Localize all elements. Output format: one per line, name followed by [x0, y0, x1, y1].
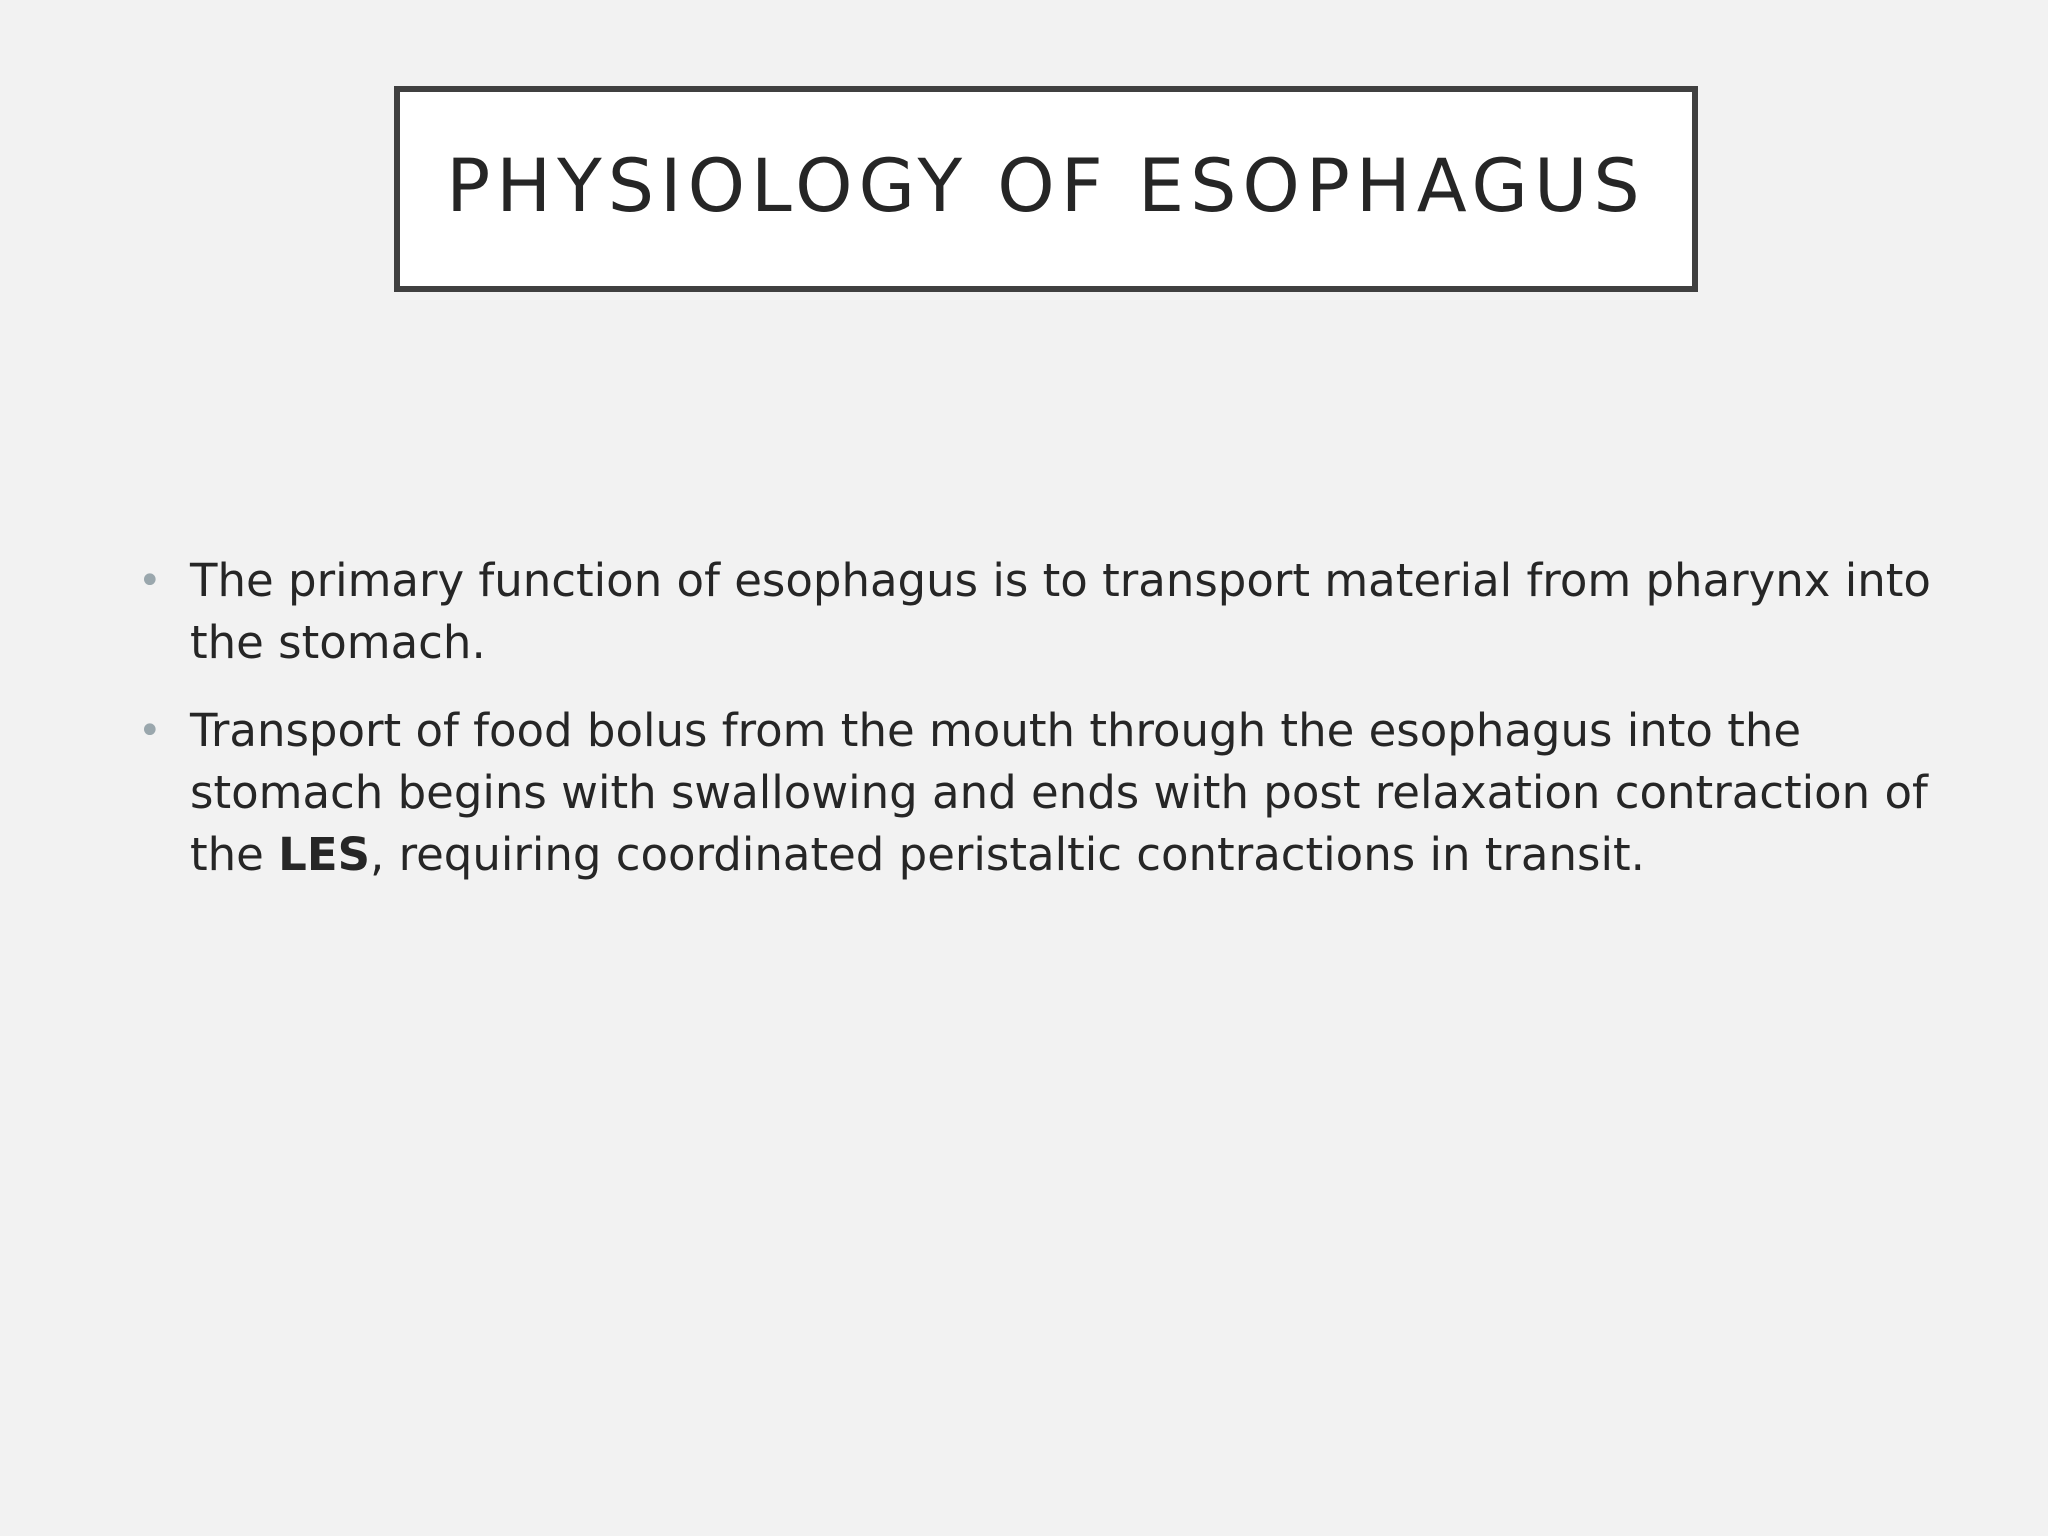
bullet-text-before: Transport of food bolus from the mouth through the esophagus into the stomach begins with swallowing and ends with post relaxation contraction of the: [190, 704, 1928, 881]
bullet-item: [134, 550, 1934, 674]
bullet-text-after: , requiring coordinated peristaltic contractions in transit.: [369, 828, 1645, 881]
bullet-item: [134, 700, 1934, 886]
bullet-text: [190, 704, 1928, 881]
bullet-marker: •: [138, 708, 162, 754]
bullet-list: [134, 550, 1934, 912]
title-box: [394, 86, 1698, 292]
bullet-text: The primary function of esophagus is to transport material from pharynx into the stomach.: [190, 554, 1931, 669]
bullet-marker: •: [138, 558, 162, 604]
slide-title: PHYSIOLOGY OF ESOPHAGUS: [446, 143, 1646, 229]
bullet-text-bold-les: LES: [278, 828, 370, 881]
